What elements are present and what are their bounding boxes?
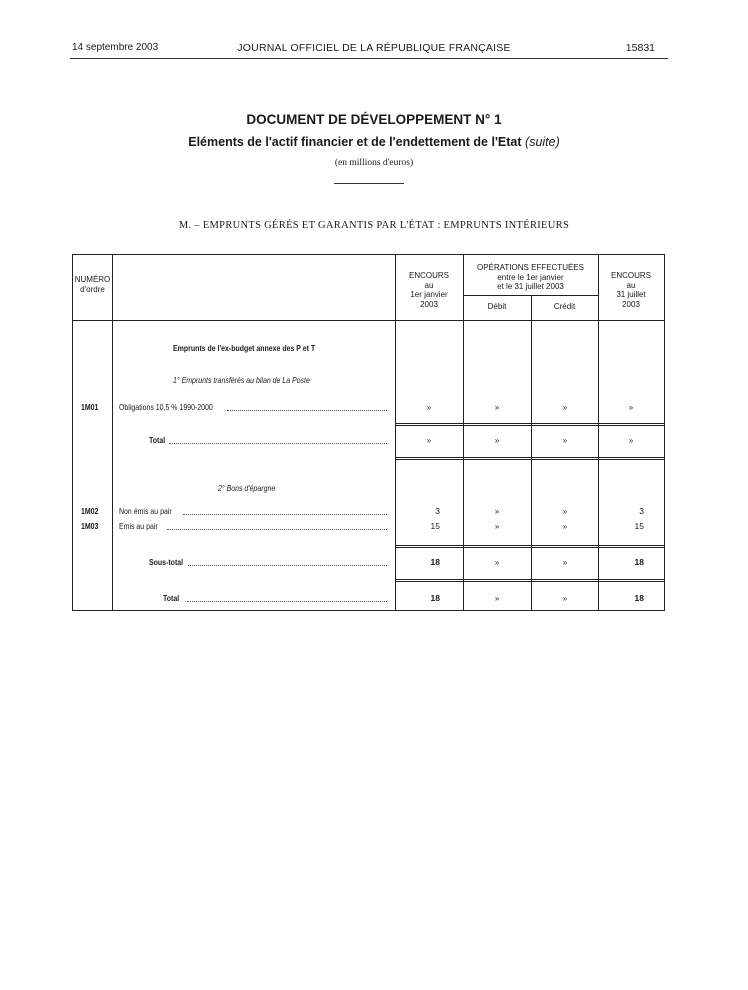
header-divider [463, 295, 598, 296]
row-label: Obligations 10,5 % 1990-2000 [119, 402, 213, 412]
header-encours-fin-line2: au [626, 280, 636, 290]
section-title: M. – EMPRUNTS GÉRÉS ET GARANTIS PAR L'ÉTAT : EMPRUNTS INTÉRIEURS [178, 220, 570, 231]
leader-dots [167, 529, 387, 530]
header-encours-fin-line3: 31 juillet [616, 290, 646, 299]
document-subtitle [0, 135, 748, 149]
row-label: Emis au pair [119, 521, 158, 531]
cell-debit: » [494, 403, 500, 412]
cell-debit: » [494, 507, 500, 516]
header-bottom-rule [73, 320, 664, 321]
header-operations-line1: OPÉRATIONS EFFECTUÉES [477, 263, 584, 272]
document-title: DOCUMENT DE DÉVELOPPEMENT N° 1 [246, 112, 502, 127]
header-encours-debut-line4: 2003 [420, 299, 438, 309]
cell-credit: » [562, 558, 568, 567]
row-number: 1M03 [81, 521, 99, 531]
header-encours-fin-line1: ENCOURS [610, 271, 651, 280]
leader-dots [169, 443, 387, 444]
cell-debit: » [494, 436, 500, 445]
cell-encours-debut: » [426, 403, 432, 412]
subtotal-rule [395, 545, 664, 548]
cell-debit: » [494, 594, 500, 603]
cell-encours-fin: » [628, 403, 634, 412]
header-numero [73, 275, 112, 294]
header-encours-debut-line2: au [424, 280, 434, 290]
cell-encours-fin: 3 [639, 506, 644, 516]
header-credit: Crédit [553, 302, 576, 311]
header-rule [70, 58, 668, 59]
leader-dots [183, 514, 387, 515]
header-date: 14 septembre 2003 [72, 42, 159, 53]
row-number: 1M01 [81, 402, 99, 412]
header-encours-fin-line4: 2003 [622, 299, 640, 309]
header-operations-line2: entre le 1er janvier [497, 272, 564, 282]
cell-encours-debut: 18 [430, 557, 440, 567]
emprunts-table [72, 254, 665, 611]
cell-encours-fin: 15 [634, 521, 644, 531]
header-encours-fin [598, 271, 664, 309]
total-rule [395, 423, 664, 426]
header-encours-debut-line3: 1er janvier [410, 290, 448, 299]
row-label: Total [163, 593, 180, 603]
cell-credit: » [562, 436, 568, 445]
header-numero-line1: NUMÉRO [74, 275, 111, 284]
header-encours-debut [395, 271, 463, 309]
header-operations [463, 263, 598, 292]
leader-dots [227, 410, 387, 411]
cell-credit: » [562, 522, 568, 531]
header-operations-line3: et le 31 juillet 2003 [497, 282, 564, 291]
separator-rule [334, 183, 404, 184]
cell-encours-debut: 18 [430, 593, 440, 603]
cell-debit: » [494, 522, 500, 531]
unit-note: (en millions d'euros) [334, 158, 414, 168]
cell-credit: » [562, 594, 568, 603]
row-label: Sous-total [149, 557, 184, 567]
col-divider [112, 255, 113, 610]
header-encours-debut-line1: ENCOURS [408, 271, 449, 280]
total-rule [395, 579, 664, 582]
cell-encours-debut: 3 [435, 506, 440, 516]
header-debit: Débit [487, 302, 507, 311]
group-title: Emprunts de l'ex-budget annexe des P et T [173, 343, 316, 353]
journal-title: JOURNAL OFFICIEL DE LA RÉPUBLIQUE FRANÇAISE [237, 42, 511, 54]
cell-credit: » [562, 403, 568, 412]
row-label: Total [149, 435, 166, 445]
cell-credit: » [562, 507, 568, 516]
cell-debit: » [494, 558, 500, 567]
subtitle-suffix: (suite) [525, 135, 560, 149]
row-label: Non émis au pair [119, 506, 172, 516]
cell-encours-debut: 15 [430, 521, 440, 531]
leader-dots [187, 601, 387, 602]
cell-encours-fin: » [628, 436, 634, 445]
page-number: 15831 [625, 42, 655, 54]
subtitle-text: Eléments de l'actif financier et de l'endettement de l'Etat [188, 135, 522, 149]
header-numero-line2: d'ordre [80, 284, 105, 294]
leader-dots [188, 565, 387, 566]
cell-encours-debut: » [426, 436, 432, 445]
subgroup-title: 1° Emprunts transférés au bilan de La Poste [173, 375, 310, 385]
subgroup-title: 2° Bons d'épargne [218, 483, 276, 493]
cell-encours-fin: 18 [634, 593, 644, 603]
total-rule [395, 457, 664, 460]
cell-encours-fin: 18 [634, 557, 644, 567]
row-number: 1M02 [81, 506, 99, 516]
col-divider [531, 295, 532, 610]
